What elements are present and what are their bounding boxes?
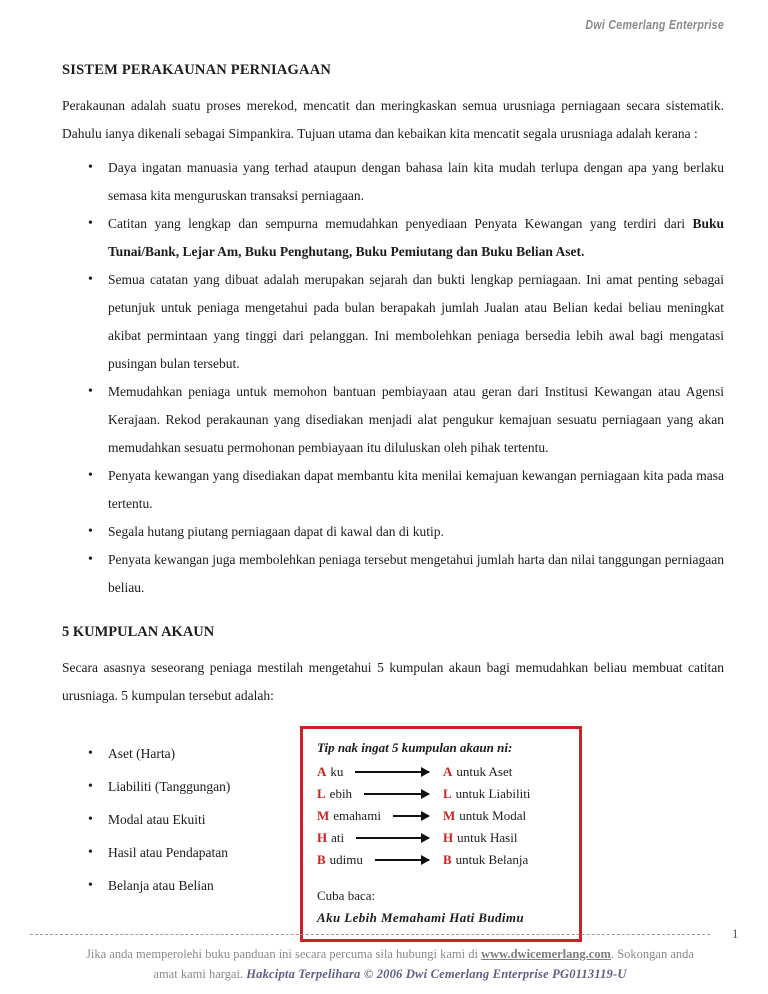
tip-right-part — [443, 783, 565, 805]
dashed-divider — [30, 934, 710, 935]
tip-row — [317, 827, 565, 849]
bullet-text-bold: Buku Tunai/Bank, Lejar Am, Buku Penghutang, Buku Pemiutang dan Buku Belian Aset. — [108, 216, 724, 259]
list-item — [62, 462, 724, 518]
list-item: • Aset (Harta) — [62, 740, 300, 767]
list-item: • Modal atau Ekuiti — [62, 806, 300, 833]
page-header — [62, 16, 724, 34]
tip-word: udimu — [329, 852, 363, 867]
tip-right-part — [443, 827, 565, 849]
tip-letter: L — [443, 786, 452, 801]
tip-letter: M — [317, 808, 330, 823]
kumpulan-columns — [62, 726, 724, 942]
tip-right-part — [443, 805, 565, 827]
intro-paragraph: Perakaunan adalah suatu proses merekod, mencatit dan meringkaskan semua urusniaga perniagaan secara sistematik. Dahulu ianya dikenali sebagai Simpankira. Tujuan utama dan kebaikan kita mencatit segala urusniaga adalah kerana : — [62, 98, 724, 141]
footer-text — [30, 942, 750, 984]
benefits-bullet-list — [62, 154, 724, 602]
website-link[interactable]: www.dwicemerlang.com — [481, 947, 611, 961]
tip-mnemonic: Aku Lebih Memahami Hati Budimu — [317, 910, 525, 925]
list-item: • Belanja atau Belian — [62, 872, 300, 899]
footer-rule-row — [30, 926, 750, 942]
tip-word: untuk Liabiliti — [455, 786, 531, 801]
tip-word: ku — [330, 764, 344, 779]
bullet-text: Penyata kewangan juga membolehkan peniaga tersebut mengetahui jumlah harta dan nilai tanggungan perniagaan beliau. — [108, 552, 724, 595]
tip-right-part — [443, 849, 565, 871]
section-paragraph: Secara asasnya seseorang peniaga mestilah mengetahui 5 kumpulan akaun bagi memudahkan beliau membuat catitan urusniaga. 5 kumpulan tersebut adalah: — [62, 660, 724, 703]
tip-word: ebih — [329, 786, 353, 801]
list-item: • Liabiliti (Tanggungan) — [62, 773, 300, 800]
tip-word: untuk Belanja — [455, 852, 529, 867]
list-item: • Hasil atau Pendapatan — [62, 839, 300, 866]
list-item — [62, 518, 724, 546]
right-arrow-icon — [375, 859, 429, 861]
tip-box — [300, 726, 582, 942]
list-item — [62, 546, 724, 602]
footer-line1-tail: . Sokongan anda — [610, 947, 694, 961]
right-arrow-icon — [355, 771, 429, 773]
tip-word: untuk Aset — [456, 764, 513, 779]
right-arrow-icon — [356, 837, 429, 839]
kumpulan-bullet-list — [62, 740, 300, 899]
right-arrow-icon — [364, 793, 429, 795]
tip-letter: M — [443, 808, 456, 823]
tip-letter: A — [317, 764, 327, 779]
tip-letter: A — [443, 764, 453, 779]
list-item — [62, 266, 724, 378]
tip-row — [317, 805, 565, 827]
page-footer — [30, 926, 750, 984]
bullet-text: Semua catatan yang dibuat adalah merupakan sejarah dan bukti lengkap perniagaan. Ini amat penting sebagai petunjuk untuk peniaga mengetahui pada bulan berapakah jumlah Jualan atau Belian kedai beliau meningkat akibat permintaan yang tinggi dari pelanggan. Ini membolehkan peniaga bersedia lebih awal bagi mengatasi pusingan bulan tersebut. — [108, 272, 724, 371]
footer-line2-text: amat kami hargai. — [153, 967, 247, 981]
tip-row — [317, 849, 565, 871]
section-heading: 5 KUMPULAN AKAUN — [62, 624, 215, 640]
tip-row — [317, 761, 565, 783]
right-arrow-icon — [393, 815, 429, 817]
bullet-text: Segala hutang piutang perniagaan dapat di kawal dan di kutip. — [108, 524, 444, 539]
page-number: 1 — [732, 926, 739, 941]
company-brand-text: Dwi Cemerlang Enterprise — [585, 17, 724, 32]
copyright-text: Hakcipta Terpelihara © 2006 Dwi Cemerlang Enterprise PG0113119-U — [246, 967, 627, 981]
page-title: SISTEM PERAKAUNAN PERNIAGAAN — [62, 62, 332, 78]
tip-box-heading: Tip nak ingat 5 kumpulan akaun ni: — [317, 740, 513, 755]
tip-cuba-label: Cuba baca: — [317, 888, 376, 903]
bullet-text: Memudahkan peniaga untuk memohon bantuan pembiayaan atau geran dari Institusi Kewangan atau Agensi Kerajaan. Rekod perakaunan yang disediakan menjadi alat pengukur kemajuan sesuatu perniagaan yang akan memudahkan sesuatu permohonan pembiayaan itu diluluskan oleh pihak tertentu. — [108, 384, 724, 455]
tip-word: untuk Hasil — [457, 830, 518, 845]
bullet-text: Daya ingatan manuasia yang terhad ataupun dengan bahasa lain kita mudah terlupa dengan apa yang berlaku semasa kita menguruskan transaksi perniagaan. — [108, 160, 724, 203]
bullet-text: Catitan yang lengkap dan sempurna memudahkan penyediaan Penyata Kewangan yang terdiri dari — [108, 216, 693, 231]
tip-letter: L — [317, 786, 326, 801]
footer-line1-text: Jika anda memperolehi buku panduan ini secara percuma sila hubungi kami di — [86, 947, 482, 961]
list-item — [62, 210, 724, 266]
tip-letter: B — [443, 852, 452, 867]
tip-right-part — [443, 761, 565, 783]
list-item — [62, 154, 724, 210]
kumpulan-list-column — [62, 726, 300, 905]
tip-word: ati — [331, 830, 345, 845]
bullet-text: Penyata kewangan yang disediakan dapat membantu kita menilai kemajuan kewangan perniagaan kita pada masa tertentu. — [108, 468, 724, 511]
list-item — [62, 378, 724, 462]
tip-letter: H — [443, 830, 454, 845]
tip-word: untuk Modal — [459, 808, 527, 823]
tip-row — [317, 783, 565, 805]
tip-word: emahami — [333, 808, 381, 823]
tip-letter: B — [317, 852, 326, 867]
tip-letter: H — [317, 830, 328, 845]
